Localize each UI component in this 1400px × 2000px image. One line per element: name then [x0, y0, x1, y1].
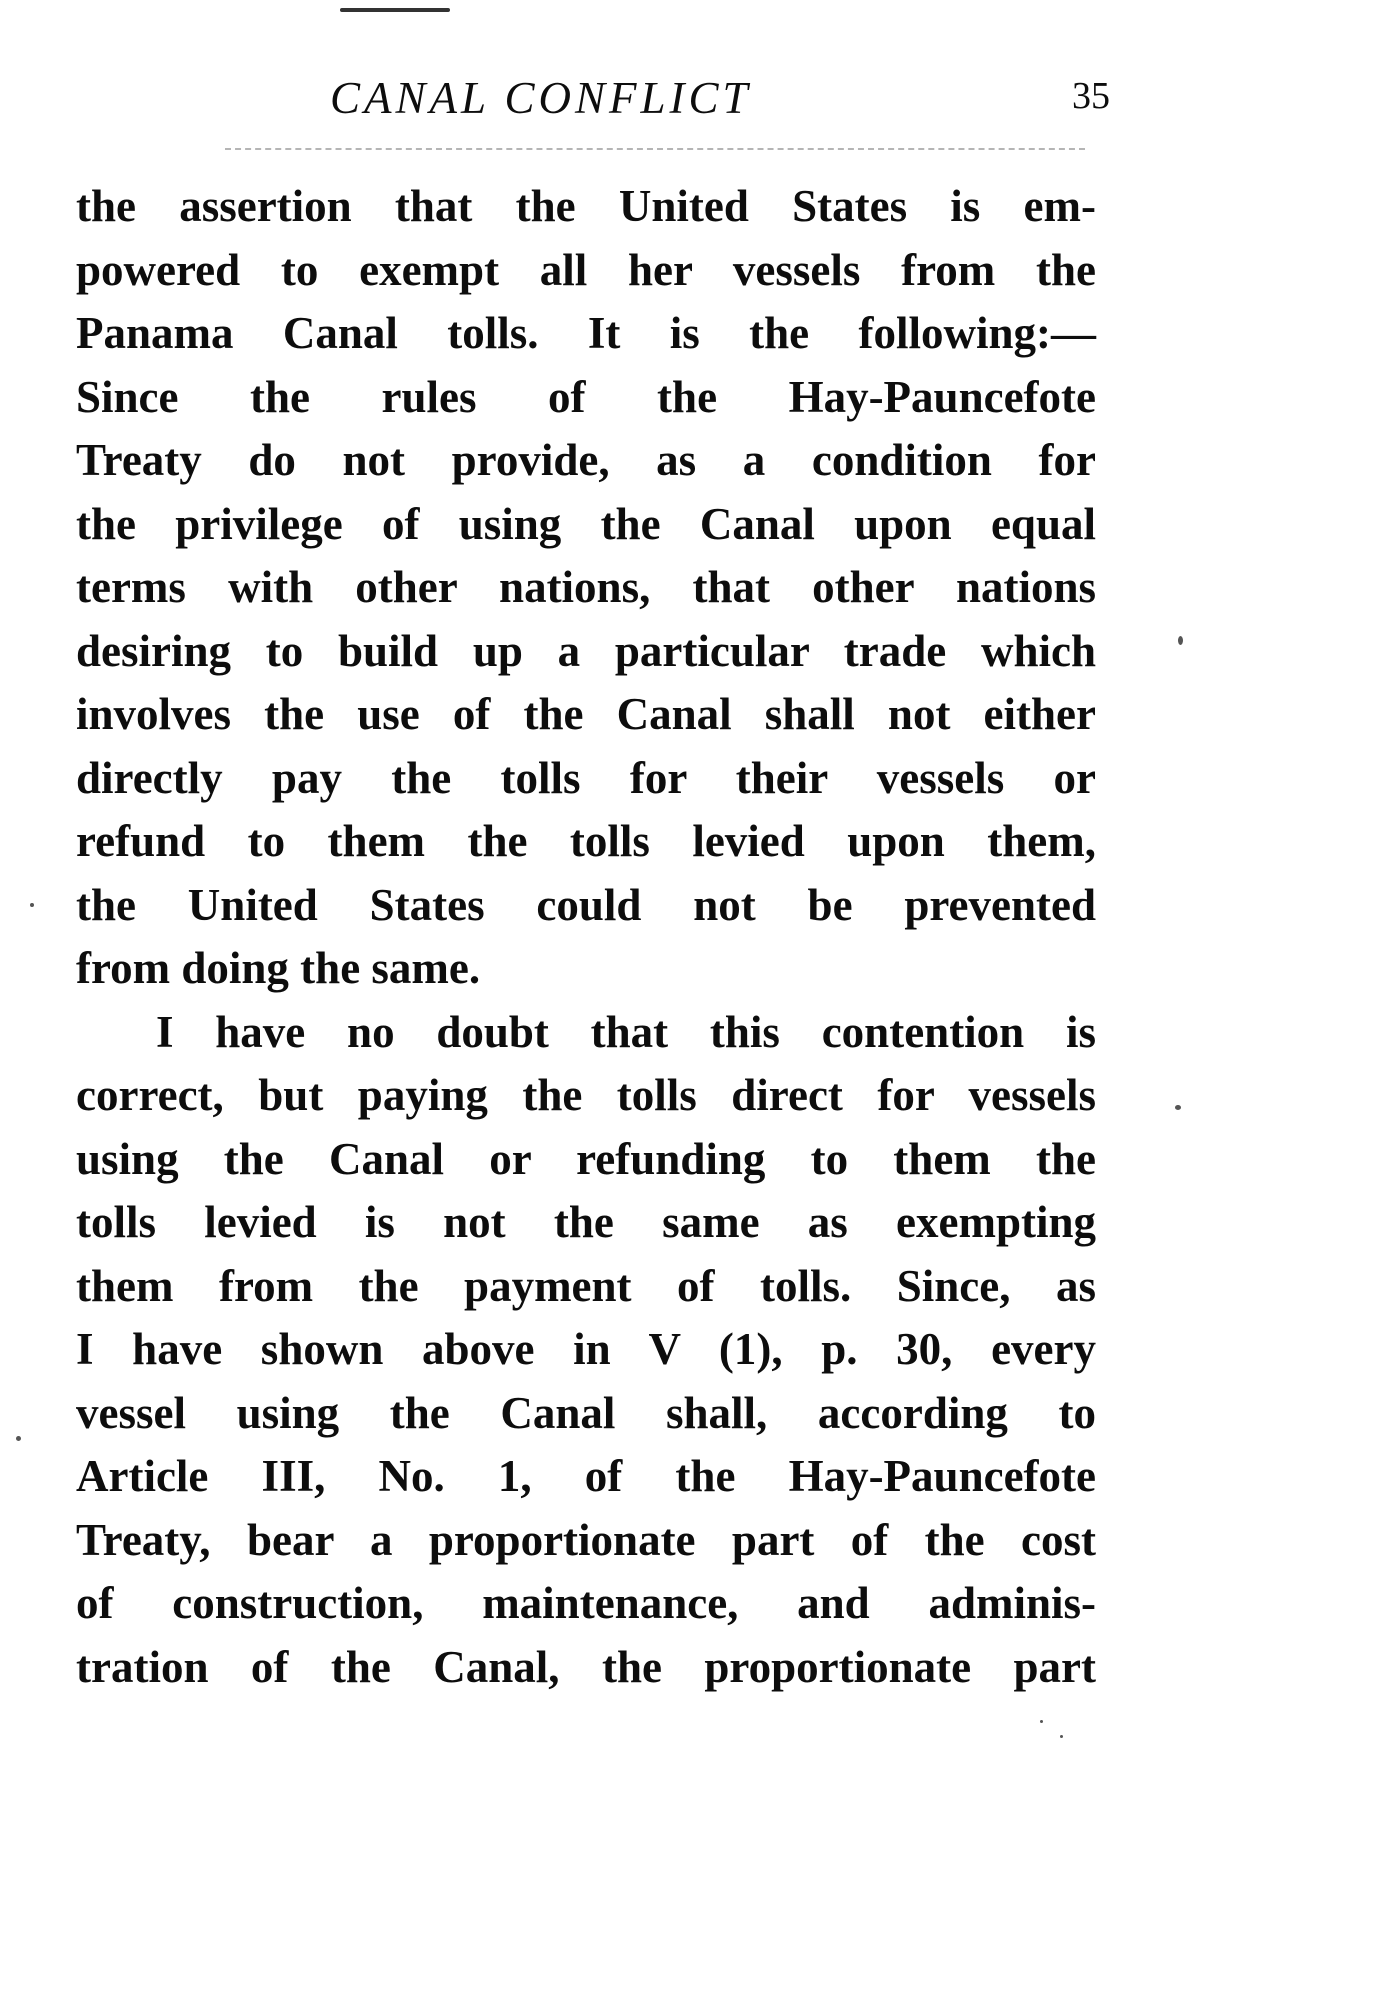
text-line: desiring to build up a particular trade which: [76, 625, 1096, 676]
text-line: Article III, No. 1, of the Hay-Pauncefote: [76, 1451, 1096, 1501]
text-line: of construction, maintenance, and adminis-: [76, 1578, 1096, 1628]
text-line: Since the rules of the Hay-Pauncefote: [76, 371, 1096, 422]
text-line: tolls levied is not the same as exempting: [76, 1197, 1096, 1247]
text-line: Treaty do not provide, as a condition for: [76, 435, 1096, 485]
text-line: directly pay the tolls for their vessels or: [76, 752, 1096, 803]
text-line: I have no doubt that this contention is: [156, 1006, 1096, 1057]
text-line: refund to them the tolls levied upon them,: [76, 816, 1096, 866]
ink-speck: [1175, 1105, 1181, 1110]
ink-speck: [1060, 1735, 1063, 1738]
text-line: from doing the same.: [76, 943, 481, 993]
text-line: I have shown above in V (1), p. 30, every: [76, 1324, 1096, 1374]
text-line: the assertion that the United States is em-: [76, 181, 1096, 231]
paragraph-2: [76, 1001, 1096, 1700]
print-smudge: [340, 8, 450, 12]
ink-speck: [30, 903, 34, 907]
text-line: them from the payment of tolls. Since, as: [76, 1260, 1096, 1311]
page-number: 35: [1072, 75, 1110, 117]
text-line: vessel using the Canal shall, according to: [76, 1387, 1096, 1438]
header-rule: [225, 148, 1085, 150]
text-line: tration of the Canal, the proportionate part: [76, 1641, 1096, 1692]
text-line: correct, but paying the tolls direct for vessels: [76, 1070, 1096, 1120]
text-line: using the Canal or refunding to them the: [76, 1133, 1096, 1184]
text-line: terms with other nations, that other nations: [76, 562, 1096, 612]
ink-speck: [1178, 636, 1183, 645]
text-line: the privilege of using the Canal upon equal: [76, 498, 1096, 549]
paragraph-1: [76, 175, 1096, 1001]
running-title: CANAL CONFLICT: [330, 73, 752, 123]
text-line: powered to exempt all her vessels from the: [76, 244, 1096, 295]
body-text: [76, 175, 1096, 1699]
ink-speck: [1040, 1720, 1043, 1723]
text-line: the United States could not be prevented: [76, 879, 1096, 930]
text-line: Treaty, bear a proportionate part of the cost: [76, 1514, 1096, 1565]
text-line: involves the use of the Canal shall not either: [76, 689, 1096, 739]
text-line: Panama Canal tolls. It is the following:—: [76, 308, 1096, 358]
page-header: [330, 72, 1110, 132]
ink-speck: [16, 1436, 21, 1441]
